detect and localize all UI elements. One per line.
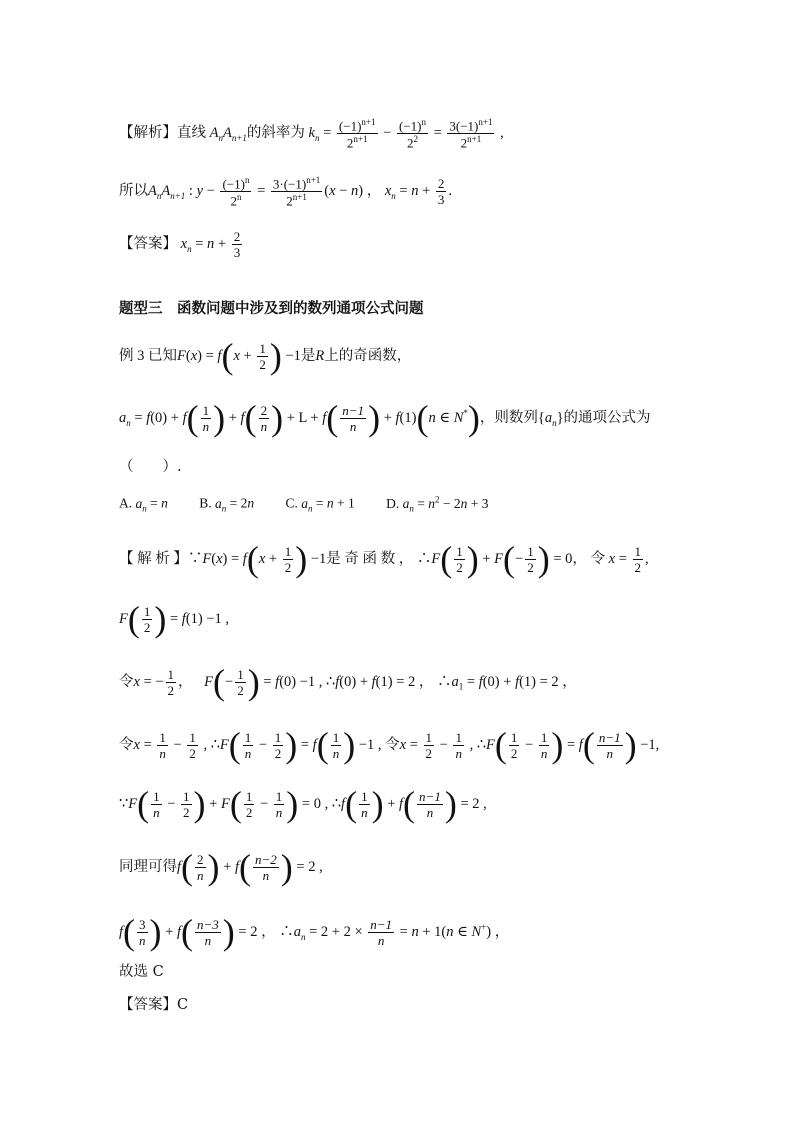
answer-value: C: [177, 997, 189, 1013]
analysis2-line-4: 令x = $\frac{1}{n}$ − $\frac{1}{2}$ , ∴F( $\frac{1}{n}$ − $\frac{1}{2}$ ) = f( $\frac{1}{n}$ ) −1 , 令x = $\frac{1}{2}$ − $\frac{1}{n}$ , ∴F( $\frac{1}{2}$ − $\frac{1}{n}$ ) = f( $\frac{n-1}{n}$ ) −1,: [119, 725, 660, 766]
analysis2-line-1: 【 解 析 】∵F(x) = f(x + $\frac{1}{2}$ ) −1是 奇 函 数 ， ∴F( $\frac{1}{2}$ ) + F(− $\frac{1}{2}$ ) = 0， 令 x = $\frac{1}{2}$ ,: [119, 539, 649, 580]
answer-line-1: 【答案】 $x_n = n$ + $\frac{2}{3}$: [119, 229, 241, 260]
analysis2-line-7: f( $\frac{3}{n}$ ) + f( $\frac{n-3}{n}$ ) = 2 ， $\therefore a_n = 2 + 2$ × $\frac{n-1}{n}$ = n + 1(n ∈ N+) ，: [119, 912, 510, 953]
option-a[interactable]: A. $a_n = n$: [119, 495, 168, 514]
option-b[interactable]: B. $a_n = 2n$: [199, 495, 255, 514]
analysis-line-1: 【解析】直线 $A_nA_{n+1}$的斜率为 $k_n$ = $\frac{(-1)^{n+1}}{2^{n+1}}$ − $\frac{(-1)^n}{2^2}$ = $\frac{3(-1)^{n+1}}{2^{n+1}}$ ,: [119, 117, 504, 151]
option-d[interactable]: D. $a_n = n^2 - 2n + 3$: [386, 494, 489, 514]
analysis2-line-5: ∵F( $\frac{1}{n}$ − $\frac{1}{2}$ ) + F( $\frac{1}{2}$ − $\frac{1}{n}$ ) = 0 , ∴f( $\frac{1}{n}$ ) + f( $\frac{n-1}{n}$ ) = 2 ,: [119, 784, 487, 825]
section-title: 题型三 函数问题中涉及到的数列通项公式问题: [119, 300, 424, 317]
answer-line-2: 【答案】C: [119, 997, 189, 1013]
example-line-1: 例 3 已知F(x) = f(x + $\frac{1}{2}$ ) −1是R上的奇函数，: [119, 336, 412, 377]
options-line: [119, 495, 489, 513]
analysis-tag: 【解析】: [119, 125, 177, 142]
analysis2-line-3: 令x = − $\frac{1}{2}$ ， F(− $\frac{1}{2}$ ) = f(0) −1 , ∴f(0) + f(1) = 2 ， $\therefore a_1 = f(0) + f(1) = 2$ ，: [119, 662, 577, 703]
option-c[interactable]: C. $a_n = n + 1$: [285, 495, 355, 514]
example-line-2: $a_n = f(0) + f$( $\frac{1}{n}$ ) + f( $\frac{2}{n}$ ) + L + f( $\frac{n-1}{n}$ ) + f(1)(n ∈ N*)，则数列$\{a_n\}$的通项公式为: [119, 398, 651, 439]
analysis-line-2: 所以$A_nA_{n+1}$ : y − $\frac{(-1)^n}{2^n}$ = $\frac{3\cdot(-1)^{n+1}}{2^{n+1}}$ (x − n) ， $x_n = n$ + $\frac{2}{3}$ .: [119, 175, 453, 209]
select-line: 故选 C: [119, 964, 164, 980]
analysis2-line-2: F( $\frac{1}{2}$ ) = f(1) −1 ,: [119, 599, 230, 640]
paren-line: （ ）.: [119, 459, 182, 475]
analysis2-line-6: 同理可得f( $\frac{2}{n}$ ) + f( $\frac{n-2}{n}$ ) = 2 ,: [119, 847, 323, 888]
